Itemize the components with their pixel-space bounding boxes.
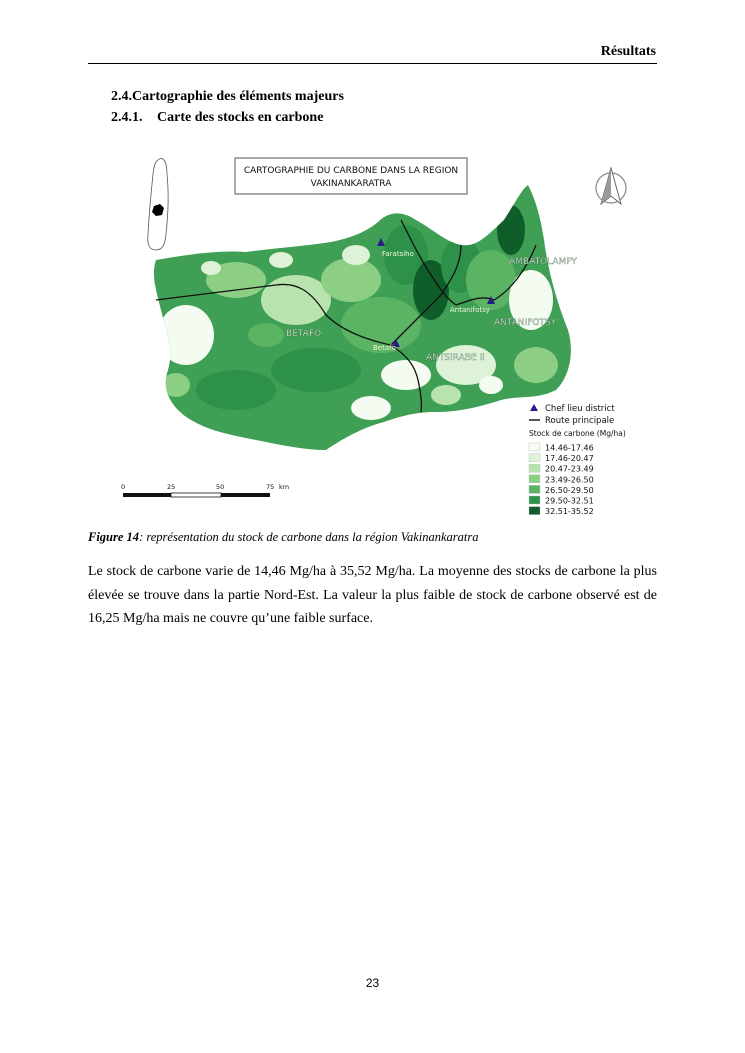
map-title-line1: CARTOGRAPHIE DU CARBONE DANS LA REGION — [243, 166, 459, 176]
subsection-heading — [111, 110, 323, 126]
label-betafo: BETAFO — [286, 329, 322, 339]
map-title-line2: VAKINANKARATRA — [310, 179, 392, 189]
legend-class-label: 20.47-23.49 — [545, 464, 594, 474]
map-legend — [529, 404, 626, 516]
body-paragraph: Le stock de carbone varie de 14,46 Mg/ha à 35,52 Mg/ha. La moyenne des stocks de carbone la plus élevée se trouve dans la partie Nord-Est. La valeur la plus faible de stock de carbone observé est de 16,25 Mg/ha mais ne couvre qu’une faible surface. — [88, 564, 657, 626]
subsection-number: 2.4.1. — [111, 110, 143, 125]
subsection-title: Carte des stocks en carbone — [157, 110, 324, 125]
scale-bar — [121, 483, 289, 497]
scale-tick-75: 75 — [266, 483, 275, 491]
legend-stock-title: Stock de carbone (Mg/ha) — [529, 429, 626, 438]
legend-class-label: 23.49-26.50 — [545, 475, 594, 485]
legend-classes — [529, 443, 594, 516]
header-rule — [88, 63, 657, 64]
carbon-map-figure — [116, 150, 656, 530]
figure-caption — [88, 530, 478, 545]
legend-chef-lieu-label: Chef lieu district — [545, 404, 615, 414]
legend-class-swatch — [529, 485, 540, 493]
legend-class-label: 17.46-20.47 — [545, 454, 594, 464]
scale-segment-3 — [221, 493, 270, 497]
madagascar-outline — [148, 158, 168, 250]
legend-road-label: Route principale — [545, 416, 615, 426]
label-town-antanifotsy: Antanifotsy — [450, 306, 490, 314]
legend-class-swatch — [529, 464, 540, 472]
legend-chef-lieu-symbol — [530, 404, 538, 411]
carbon-map — [116, 150, 656, 530]
label-antsirabe: ANTSIRABE II — [426, 353, 485, 363]
scale-tick-0: 0 — [121, 483, 126, 491]
legend-class-label: 29.50-32.51 — [545, 496, 594, 506]
legend-class-swatch — [529, 475, 540, 483]
legend-class-swatch — [529, 507, 540, 515]
figure-label: Figure 14 — [88, 530, 140, 544]
legend-class-label: 14.46-17.46 — [545, 443, 594, 453]
madagascar-inset — [148, 158, 168, 250]
scale-unit: km — [279, 483, 290, 491]
figure-caption-text: : représentation du stock de carbone dans la région Vakinankaratra — [139, 530, 479, 544]
section-heading: 2.4.Cartographie des éléments majeurs — [111, 89, 344, 104]
label-town-betafo: Betafo — [373, 344, 396, 352]
legend-class-swatch — [529, 454, 540, 462]
scale-tick-50: 50 — [216, 483, 225, 491]
legend-class-label: 32.51-35.52 — [545, 507, 594, 517]
page-number: 23 — [365, 976, 380, 990]
scale-segment-1 — [123, 493, 171, 497]
legend-class-label: 26.50-29.50 — [545, 485, 594, 495]
north-arrow-icon — [596, 168, 626, 204]
scale-tick-25: 25 — [167, 483, 176, 491]
running-header: Résultats — [600, 44, 656, 59]
label-ambatolampy: AMBATOLAMPY — [509, 257, 578, 267]
label-antanifotsy: ANTANIFOTSY — [494, 318, 557, 328]
legend-class-swatch — [529, 496, 540, 504]
legend-class-swatch — [529, 443, 540, 451]
map-title-box — [235, 158, 467, 194]
scale-segment-2 — [171, 493, 221, 497]
label-town-faratsiho: Faratsiho — [382, 250, 414, 258]
